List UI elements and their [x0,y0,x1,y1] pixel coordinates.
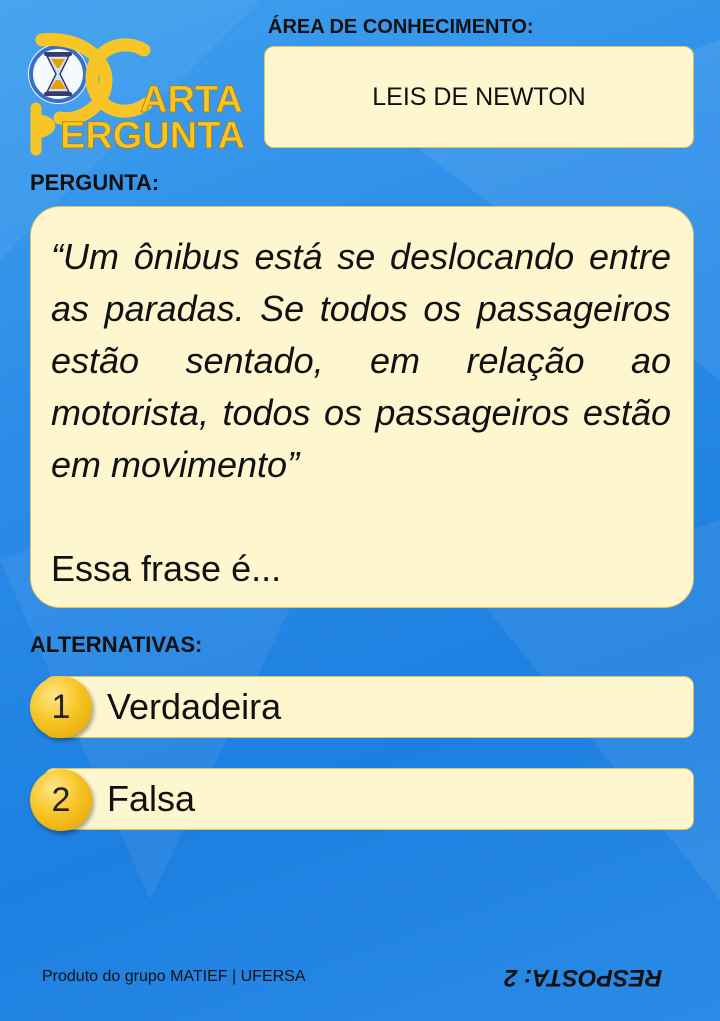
footer-credit: Produto do grupo MATIEF | UFERSA [42,968,306,985]
area-heading: ÁREA DE CONHECIMENTO: [268,16,534,38]
logo-word-bottom: ERGUNTA [60,115,246,156]
question-box [30,206,694,608]
question-heading: PERGUNTA: [30,170,160,195]
area-box [264,46,694,148]
area-value: LEIS DE NEWTON [372,82,586,111]
answer-upside-down: RESPOSTA: 2 [504,964,663,991]
logo-word-top: ARTA [140,79,243,121]
alternative-1-label: Verdadeira [107,686,282,727]
alternative-2-option[interactable] [44,768,694,830]
alternative-2-number-badge[interactable]: 2 [30,769,92,831]
hourglass-icon [28,44,88,104]
carta-pergunta-logo [20,28,252,156]
alternative-1-option[interactable] [44,676,694,738]
alternative-1-number-badge[interactable]: 1 [30,676,92,738]
question-text: “Um ônibus está se deslocando entre as paradas. Se todos os passageiros estão sentado, em relação ao motorista, todos os passageiros estão em movimento” [51,236,671,485]
alternatives-heading: ALTERNATIVAS: [30,632,203,657]
question-prompt: Essa frase é... [51,548,282,589]
alternative-2-label: Falsa [107,778,196,819]
